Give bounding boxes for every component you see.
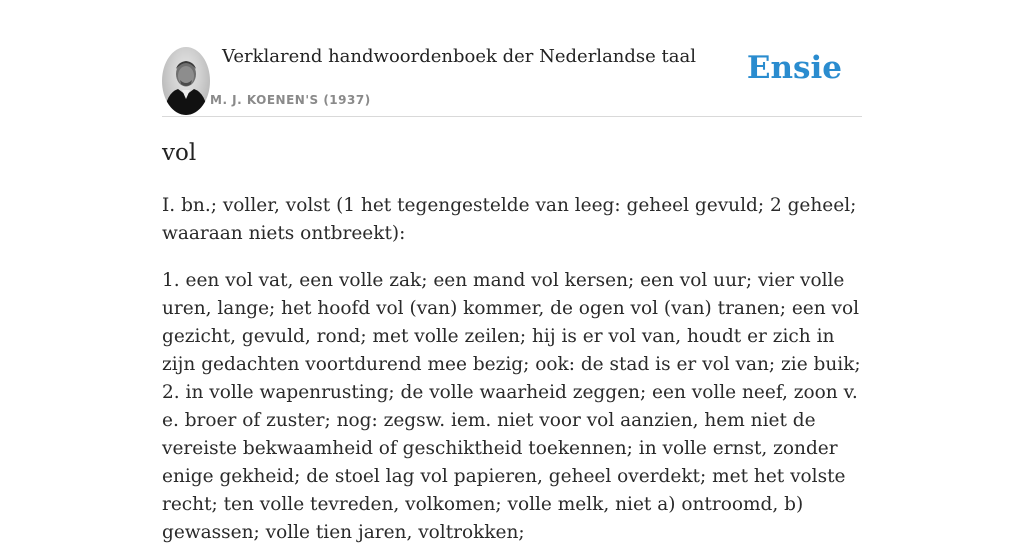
author-portrait-icon [162,47,210,115]
entry-sense-1: 1. een vol vat, een volle zak; een mand vol kersen; een vol uur; vier volle uren, lange; het hoofd vol (van) kommer, de ogen vol (van) tranen; een vol gezicht, gevuld, rond; met volle zeilen; hij is er vol van, houdt er zich in zijn gedachten voortdurend mee bezig; ook: de stad is er vol van; zie buik; [162,270,861,375]
site-header [162,0,862,117]
entry-body [162,192,862,547]
book-title: Verklarend handwoordenboek der Nederlandse taal [222,46,696,67]
portrait-image [162,47,210,115]
ensie-logo-link[interactable]: Ensie [746,50,842,86]
entry-sense-2: 2. in volle wapenrusting; de volle waarheid zeggen; een volle neef, zoon v. e. broer of zuster; nog: zegsw. iem. niet voor vol aanzien, hem niet de vereiste bekwaamheid of geschiktheid toekennen; in volle ernst, zonder enige gekheid; de stoel lag vol papieren, geheel overdekt; met het volste recht; ten volle tevreden, volkomen; volle melk, niet a) ontroomd, b) gewassen; volle tien jaren, voltrokken; [162,382,858,543]
book-author: M. J. KOENEN'S (1937) [210,93,371,107]
entry-headword: vol [162,140,197,166]
page [162,0,862,543]
entry-intro: I. bn.; voller, volst (1 het tegengestelde van leeg: geheel gevuld; 2 geheel; waaraan niets ontbreekt): [162,195,857,244]
